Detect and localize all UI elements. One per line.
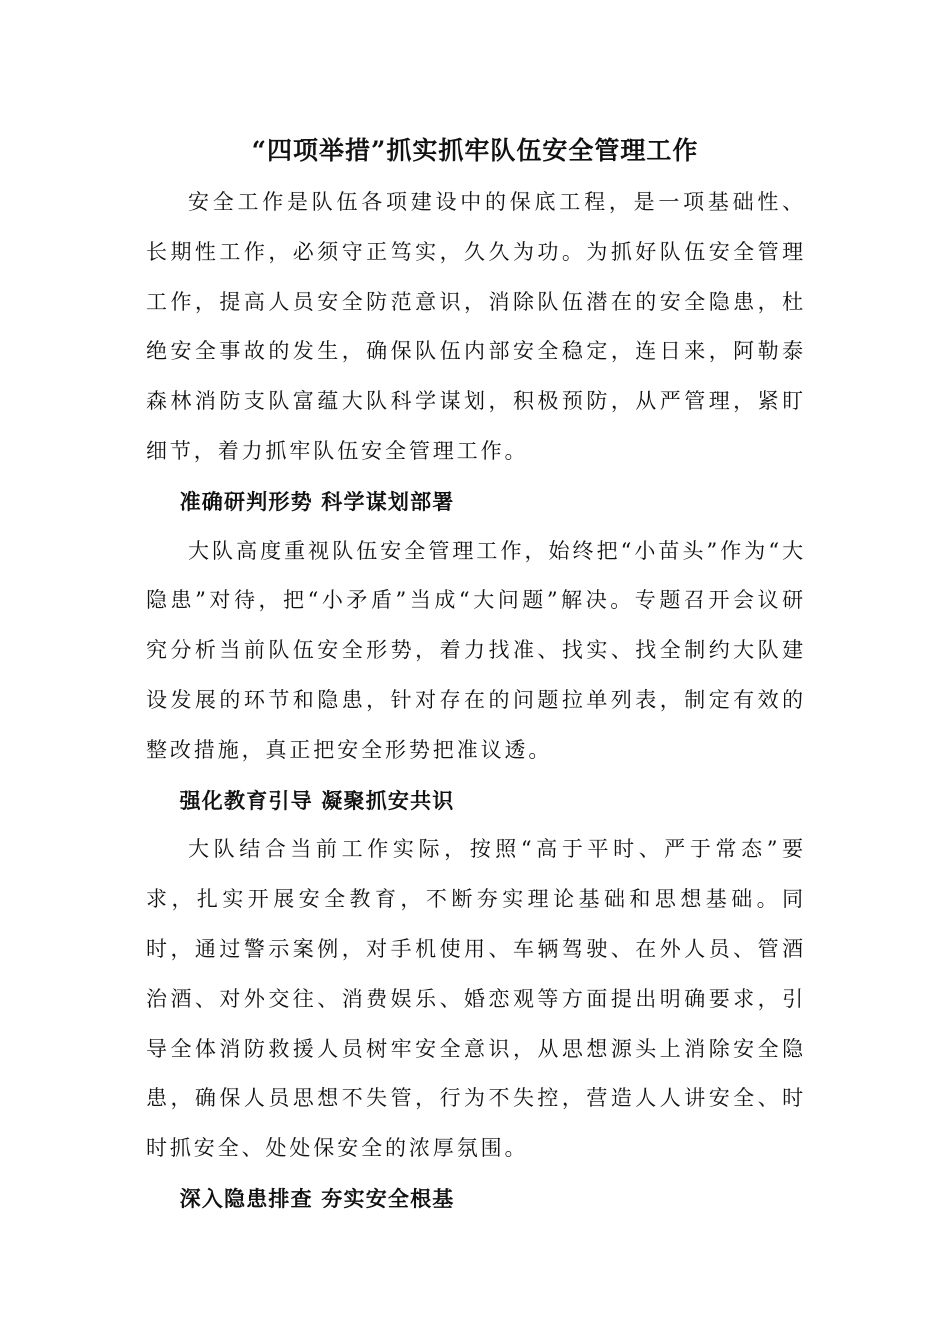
document-title: “四项举措”抓实抓牢队伍安全管理工作 bbox=[251, 136, 699, 165]
section-heading: 深入隐患排查 夯实安全根基 bbox=[179, 1185, 455, 1211]
section-paragraph: 大队结合当前工作实际，按照“高于平时、严于常态”要求，扎实开展安全教育，不断夯实理论基础和思想基础。同时，通过警示案例，对手机使用、车辆驾驶、在外人员、管酒治酒、对外交往、消费娱乐、婚恋观等方面提出明确要求，引导全体消防救援人员树牢安全意识，从思想源头上消除安全隐患，确保人员思想不失管，行为不失控，营造人人讲安全、时时抓安全、处处保安全的浓厚氛围。 bbox=[146, 837, 806, 1161]
section-paragraph: 大队高度重视队伍安全管理工作，始终把“小苗头”作为“大隐患”对待，把“小矛盾”当成“大问题”解决。专题召开会议研究分析当前队伍安全形势，着力找准、找实、找全制约大队建设发展的环节和隐患，针对存在的问题拉单列表，制定有效的整改措施，真正把安全形势把准议透。 bbox=[146, 538, 806, 762]
intro-paragraph: 安全工作是队伍各项建设中的保底工程，是一项基础性、长期性工作，必须守正笃实，久久为功。为抓好队伍安全管理工作，提高人员安全防范意识，消除队伍潜在的安全隐患，杜绝安全事故的发生，确保队伍内部安全稳定，连日来，阿勒泰森林消防支队富蕴大队科学谋划，积极预防，从严管理，紧盯细节，着力抓牢队伍安全管理工作。 bbox=[146, 190, 806, 463]
section-heading: 准确研判形势 科学谋划部署 bbox=[179, 488, 455, 514]
document-body bbox=[146, 178, 806, 1224]
section-heading: 强化教育引导 凝聚抓安共识 bbox=[179, 787, 455, 813]
